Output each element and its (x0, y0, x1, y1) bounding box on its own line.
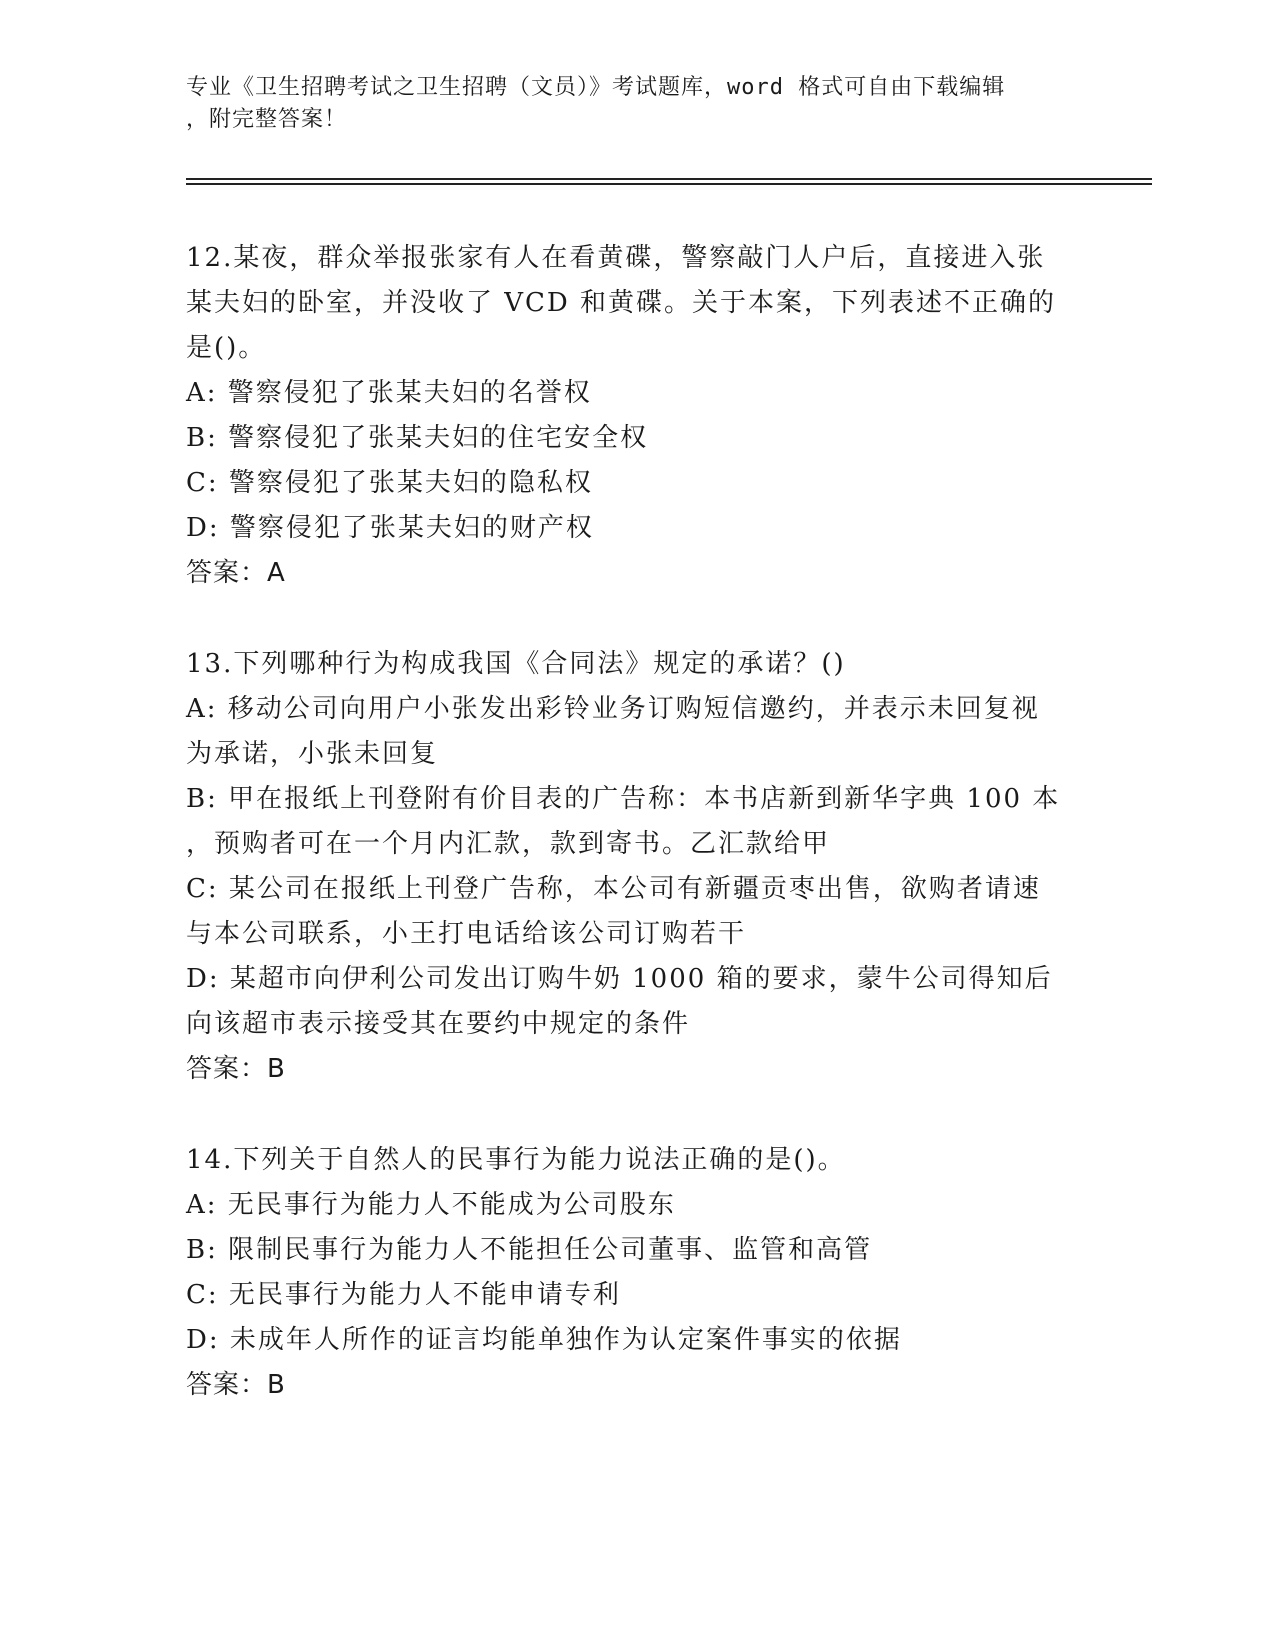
option-a: A: 移动公司向用户小张发出彩铃业务订购短信邀约，并表示未回复视 (186, 694, 1040, 724)
answer-line: 答案：A (186, 558, 286, 588)
question-block (186, 236, 1086, 596)
question-list (186, 236, 1086, 1408)
option-d: D: 未成年人所作的证言均能单独作为认定案件事实的依据 (186, 1325, 902, 1355)
question-stem-line: 某夫妇的卧室，并没收了 VCD 和黄碟。关于本案，下列表述不正确的 (186, 288, 1057, 318)
option-d: D: 警察侵犯了张某夫妇的财产权 (186, 513, 594, 543)
question-stem-line: 是()。 (186, 333, 267, 363)
question-stem-line: 14.下列关于自然人的民事行为能力说法正确的是()。 (186, 1145, 846, 1175)
header-divider (186, 178, 1152, 180)
question-block (186, 642, 1086, 1092)
option-c-continued: 与本公司联系，小王打电话给该公司订购若干 (186, 919, 747, 949)
header-divider (186, 183, 1152, 185)
question-stem-line: 13.下列哪种行为构成我国《合同法》规定的承诺？() (186, 649, 846, 679)
option-a: A: 无民事行为能力人不能成为公司股东 (186, 1190, 676, 1220)
question-stem-line: 12.某夜，群众举报张家有人在看黄碟，警察敲门人户后，直接进入张 (186, 243, 1046, 273)
option-d: D: 某超市向伊利公司发出订购牛奶 1000 箱的要求，蒙牛公司得知后 (186, 964, 1053, 994)
answer-line: 答案：B (186, 1370, 286, 1400)
question-block (186, 1138, 1086, 1408)
option-c: C: 某公司在报纸上刊登广告称，本公司有新疆贡枣出售，欲购者请速 (186, 874, 1041, 904)
header-line: 专业《卫生招聘考试之卫生招聘（文员）》考试题库，word 格式可自由下载编辑 (186, 75, 1006, 100)
option-a-continued: 为承诺，小张未回复 (186, 739, 439, 769)
option-c: C: 警察侵犯了张某夫妇的隐私权 (186, 468, 593, 498)
header-line: ，附完整答案！ (186, 107, 348, 132)
option-b: B: 限制民事行为能力人不能担任公司董事、监管和高管 (186, 1235, 873, 1265)
option-b-continued: ，预购者可在一个月内汇款，款到寄书。乙汇款给甲 (186, 829, 831, 859)
option-b: B: 警察侵犯了张某夫妇的住宅安全权 (186, 423, 649, 453)
answer-line: 答案：B (186, 1054, 286, 1084)
document-header (186, 72, 1086, 136)
option-d-continued: 向该超市表示接受其在要约中规定的条件 (186, 1009, 691, 1039)
question-spacer (186, 596, 1086, 642)
option-a: A: 警察侵犯了张某夫妇的名誉权 (186, 378, 592, 408)
option-b: B: 甲在报纸上刊登附有价目表的广告称：本书店新到新华字典 100 本 (186, 784, 1061, 814)
option-c: C: 无民事行为能力人不能申请专利 (186, 1280, 621, 1310)
question-spacer (186, 1092, 1086, 1138)
